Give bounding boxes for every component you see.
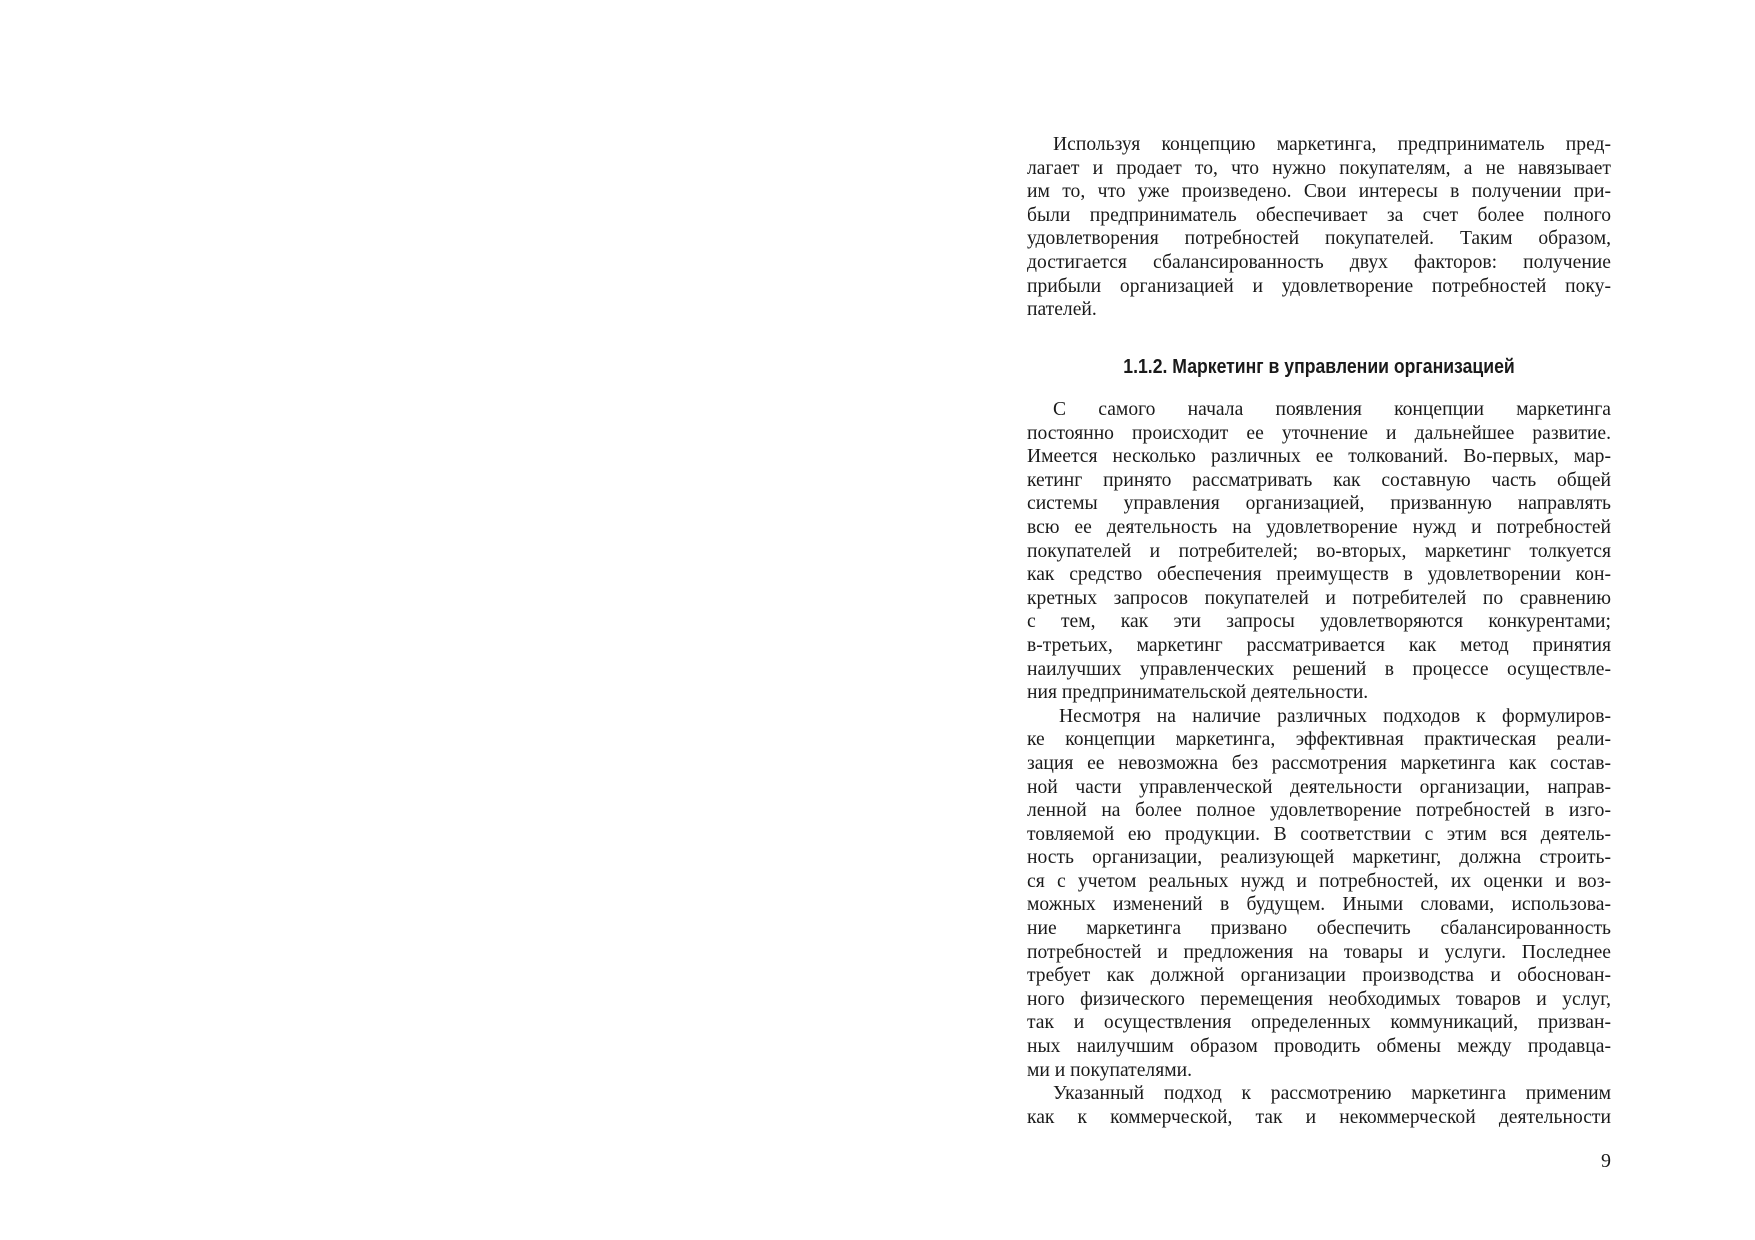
text-line: ных наилучшим образом проводить обмены между продавца- bbox=[1027, 1036, 1611, 1058]
text-line: требует как должной организации производства и обоснован- bbox=[1027, 965, 1611, 987]
text-line: удовлетворения потребностей покупателей. Таким образом, bbox=[1027, 228, 1611, 250]
text-line: Несмотря на наличие различных подходов к формулиров- bbox=[1059, 705, 1611, 727]
text-line: ние маркетинга призвано обеспечить сбалансированность bbox=[1027, 918, 1611, 940]
text-line: Указанный подход к рассмотрению маркетинга применим bbox=[1053, 1083, 1611, 1105]
text-line: ность организации, реализующей маркетинг, должна строить- bbox=[1027, 847, 1611, 869]
text-line: ного физического перемещения необходимых товаров и услуг, bbox=[1027, 988, 1611, 1010]
text-line: товляемой ею продукции. В соответствии с этим вся деятель- bbox=[1027, 823, 1611, 845]
text-line: наилучших управленческих решений в процессе осуществле- bbox=[1027, 658, 1611, 680]
text-line: лагает и продает то, что нужно покупателям, а не навязывает bbox=[1027, 157, 1611, 179]
section-heading: 1.1.2. Маркетинг в управлении организацией bbox=[1123, 355, 1515, 378]
text-line: как к коммерческой, так и некоммерческой деятельности bbox=[1027, 1106, 1611, 1128]
text-line: пателей. bbox=[1027, 299, 1097, 321]
text-line: Имеется несколько различных ее толкований. Во-первых, мар- bbox=[1027, 446, 1611, 468]
text-line: потребностей и предложения на товары и услуги. Последнее bbox=[1027, 941, 1611, 963]
paragraph-practical-implementation bbox=[1027, 705, 1611, 1083]
text-line: покупателей и потребителей; во-вторых, маркетинг толкуется bbox=[1027, 540, 1611, 562]
page-number: 9 bbox=[1601, 1150, 1611, 1172]
text-line: кетинг принято рассматривать как составную часть общей bbox=[1027, 469, 1611, 491]
text-line: были предприниматель обеспечивает за счет более полного bbox=[1027, 204, 1611, 226]
section-body bbox=[1027, 398, 1611, 1129]
text-line: им то, что уже произведено. Свои интересы в получении при- bbox=[1027, 181, 1611, 203]
text-line: достигается сбалансированность двух факторов: получение bbox=[1027, 251, 1611, 273]
text-line: С самого начала появления концепции маркетинга bbox=[1053, 399, 1611, 420]
text-line: ленной на более полное удовлетворение потребностей в изго- bbox=[1027, 800, 1611, 822]
text-line: прибыли организацией и удовлетворение потребностей поку- bbox=[1027, 275, 1611, 297]
text-line: зация ее невозможна без рассмотрения маркетинга как состав- bbox=[1027, 752, 1611, 774]
paragraph-concept-interpretations bbox=[1027, 398, 1611, 705]
text-line: системы управления организацией, призванную направлять bbox=[1027, 493, 1611, 515]
text-line: ся с учетом реальных нужд и потребностей, их оценки и воз- bbox=[1027, 870, 1611, 892]
text-line: постоянно происходит ее уточнение и дальнейшее развитие. bbox=[1027, 422, 1611, 444]
text-line: как средство обеспечения преимуществ в удовлетворении кон- bbox=[1027, 564, 1611, 586]
text-line: так и осуществления определенных коммуникаций, призван- bbox=[1027, 1012, 1611, 1034]
text-line: ке концепции маркетинга, эффективная практическая реали- bbox=[1027, 729, 1611, 751]
text-line: можных изменений в будущем. Иными словами, использова- bbox=[1027, 894, 1611, 916]
text-line: ния предпринимательской деятельности. bbox=[1027, 682, 1369, 704]
paragraph-approach-application bbox=[1027, 1082, 1611, 1129]
text-line: всю ее деятельность на удовлетворение нужд и потребностей bbox=[1027, 516, 1611, 538]
text-line: в-третьих, маркетинг рассматривается как метод принятия bbox=[1027, 634, 1611, 656]
paragraph-intro bbox=[1027, 133, 1611, 322]
text-line: Используя концепцию маркетинга, предприниматель пред- bbox=[1053, 134, 1611, 155]
text-line: кретных запросов покупателей и потребителей по сравнению bbox=[1027, 587, 1611, 609]
text-line: ми и покупателями. bbox=[1027, 1059, 1192, 1081]
text-line: с тем, как эти запросы удовлетворяются конкурентами; bbox=[1027, 611, 1611, 633]
text-line: ной части управленческой деятельности организации, направ- bbox=[1027, 776, 1611, 798]
